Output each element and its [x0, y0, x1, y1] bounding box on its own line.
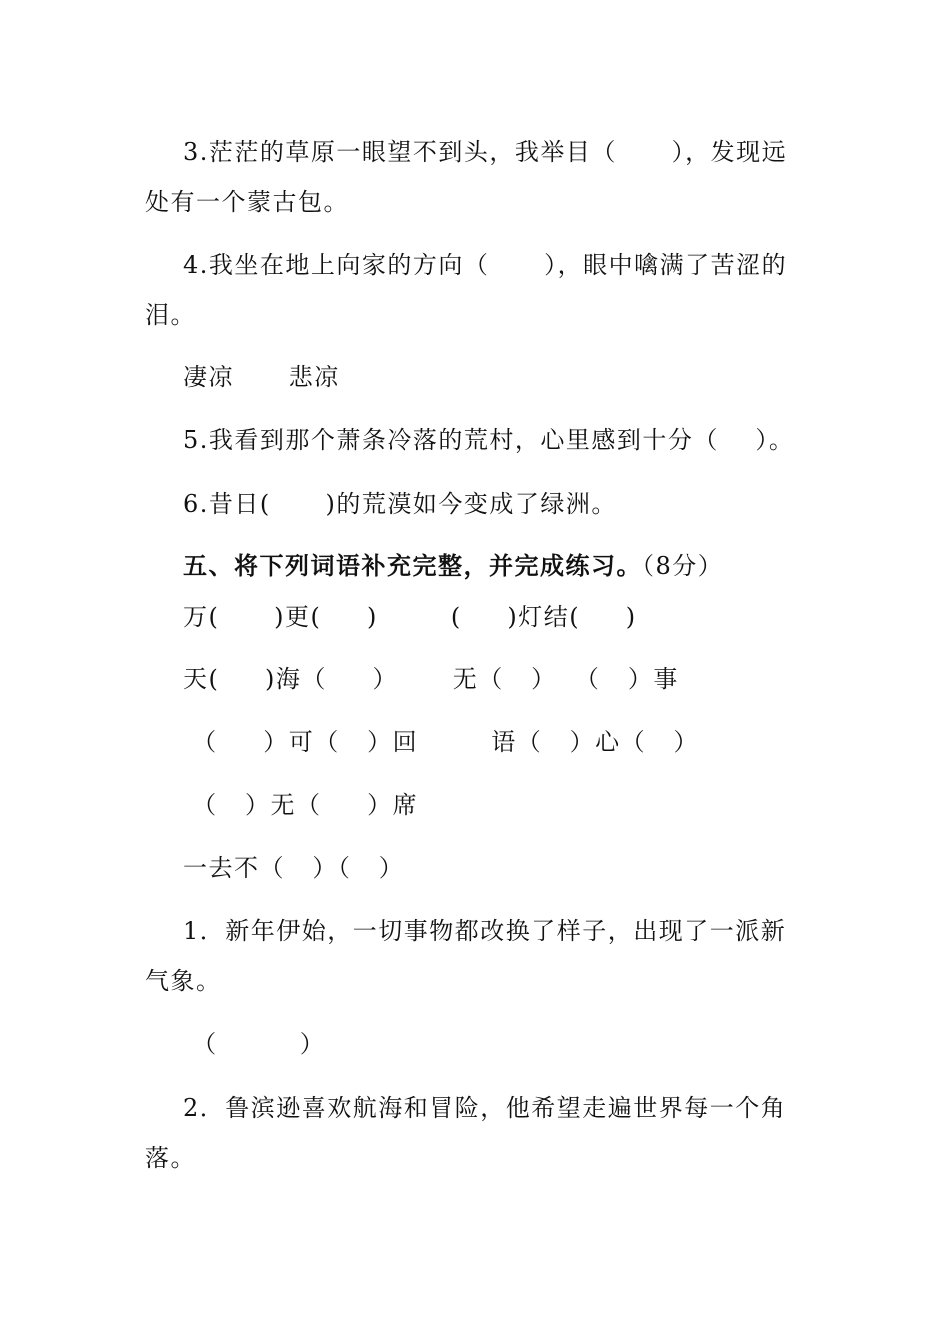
section-five-score: （8分） — [642, 552, 724, 580]
idiom-row-2: 天( )海（ ） 无（ ） （ ）事 — [183, 665, 679, 693]
section-five-title: 五、将下列词语补充完整，并完成练习。 — [183, 552, 642, 580]
exercise-2-line-1: 2．鲁滨逊喜欢航海和冒险，他希望走遍世界每一个角 — [183, 1094, 787, 1122]
word-choices: 凄凉 悲凉 — [183, 363, 340, 391]
idiom-row-3: （ ）可（ ）回 语（ ）心（ ） — [183, 728, 699, 756]
exercise-1-answer-blank: （ ） — [183, 1030, 326, 1058]
idiom-row-1: 万( )更( ) ( )灯结( ) — [183, 603, 637, 631]
section-five-heading — [183, 549, 723, 583]
question-3-line-2: 处有一个蒙古包。 — [145, 188, 349, 216]
question-4-line-1: 4.我坐在地上向家的方向（ ），眼中噙满了苦涩的 — [183, 251, 788, 279]
question-4-line-2: 泪。 — [145, 301, 196, 329]
question-3-line-1: 3.茫茫的草原一眼望不到头，我举目（ ），发现远 — [183, 138, 788, 166]
idiom-row-5: 一去不（ ）（ ） — [183, 854, 405, 882]
question-5: 5.我看到那个萧条冷落的荒村，心里感到十分（ ）。 — [183, 426, 795, 454]
exercise-1-line-2: 气象。 — [145, 967, 222, 995]
question-6: 6.昔日( )的荒漠如今变成了绿洲。 — [183, 490, 617, 518]
exercise-2-line-2: 落。 — [145, 1144, 196, 1172]
idiom-row-4: （ ）无（ ）席 — [183, 791, 419, 819]
exercise-1-line-1: 1．新年伊始，一切事物都改换了样子，出现了一派新 — [183, 917, 787, 945]
